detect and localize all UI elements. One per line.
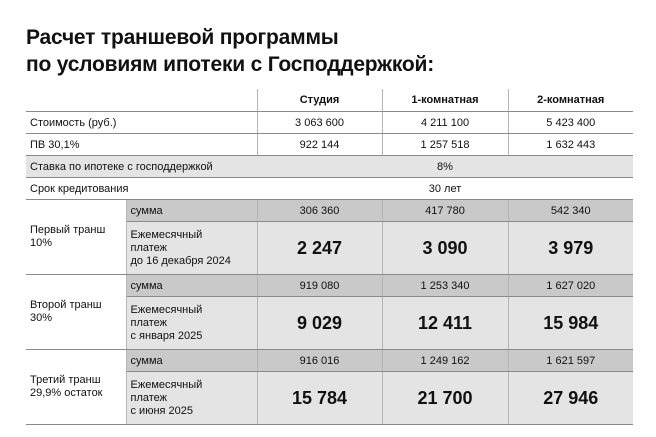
rate-row: [26, 156, 633, 178]
tranche-3-sum-2room: 1 621 597: [508, 350, 633, 372]
tranche-3-sum-row: [26, 350, 633, 372]
pv-2room: 1 632 443: [508, 134, 633, 156]
cost-row: [26, 112, 633, 134]
tranche-1-payment-studio: 2 247: [257, 222, 382, 275]
tranche-3-payment-2room: 27 946: [508, 372, 633, 425]
tranche-1-sum-1room: 417 780: [382, 200, 508, 222]
tranche-1-payment-1room: 3 090: [382, 222, 508, 275]
cost-1room: 4 211 100: [382, 112, 508, 134]
tranche-1-sum-studio: 306 360: [257, 200, 382, 222]
tranche-1-sum-2room: 542 340: [508, 200, 633, 222]
rate-value: 8%: [257, 156, 633, 178]
tranche-3-payment-studio: 15 784: [257, 372, 382, 425]
cost-2room: 5 423 400: [508, 112, 633, 134]
pv-label: ПВ 30,1%: [26, 134, 257, 156]
tranche-3-sum-label: сумма: [126, 350, 257, 372]
pv-studio: 922 144: [257, 134, 382, 156]
tranche-2-sum-label: сумма: [126, 275, 257, 297]
tranche-3-label: Третий транш 29,9% остаток: [26, 350, 126, 425]
pv-1room: 1 257 518: [382, 134, 508, 156]
cost-studio: 3 063 600: [257, 112, 382, 134]
tranche-2-sum-row: [26, 275, 633, 297]
tranche-1-label: Первый транш 10%: [26, 200, 126, 275]
tranche-2-payment-2room: 15 984: [508, 297, 633, 350]
tranche-3-sum-studio: 916 016: [257, 350, 382, 372]
tranche-3-payment-label: Ежемесячный платеж с июня 2025: [126, 372, 257, 425]
tranche-2-payment-label: Ежемесячный платеж с января 2025: [126, 297, 257, 350]
tranche-1-sum-row: [26, 200, 633, 222]
header-row: [26, 89, 633, 112]
header-1room: 1-комнатная: [382, 89, 508, 112]
term-row: [26, 178, 633, 200]
tranche-2-sum-1room: 1 253 340: [382, 275, 508, 297]
tranche-3-sum-1room: 1 249 162: [382, 350, 508, 372]
term-label: Срок кредитования: [26, 178, 257, 200]
tranche-2-payment-1room: 12 411: [382, 297, 508, 350]
tranche-1-payment-2room: 3 979: [508, 222, 633, 275]
tranche-2-sum-studio: 919 080: [257, 275, 382, 297]
page-title: [26, 24, 434, 78]
tranche-1-sum-label: сумма: [126, 200, 257, 222]
rate-label: Ставка по ипотеке с господдержкой: [26, 156, 257, 178]
tranche-table: [26, 89, 633, 425]
tranche-2-sum-2room: 1 627 020: [508, 275, 633, 297]
term-value: 30 лет: [257, 178, 633, 200]
header-studio: Студия: [257, 89, 382, 112]
tranche-3-payment-1room: 21 700: [382, 372, 508, 425]
tranche-2-payment-studio: 9 029: [257, 297, 382, 350]
header-empty: [26, 89, 257, 112]
title-line-1: Расчет траншевой программы: [26, 26, 339, 49]
tranche-2-label: Второй транш 30%: [26, 275, 126, 350]
pv-row: [26, 134, 633, 156]
tranche-1-payment-label: Ежемесячный платеж до 16 декабря 2024: [126, 222, 257, 275]
title-line-2: по условиям ипотеки с Господдержкой:: [26, 53, 435, 76]
cost-label: Стоимость (руб.): [26, 112, 257, 134]
header-2room: 2-комнатная: [508, 89, 633, 112]
